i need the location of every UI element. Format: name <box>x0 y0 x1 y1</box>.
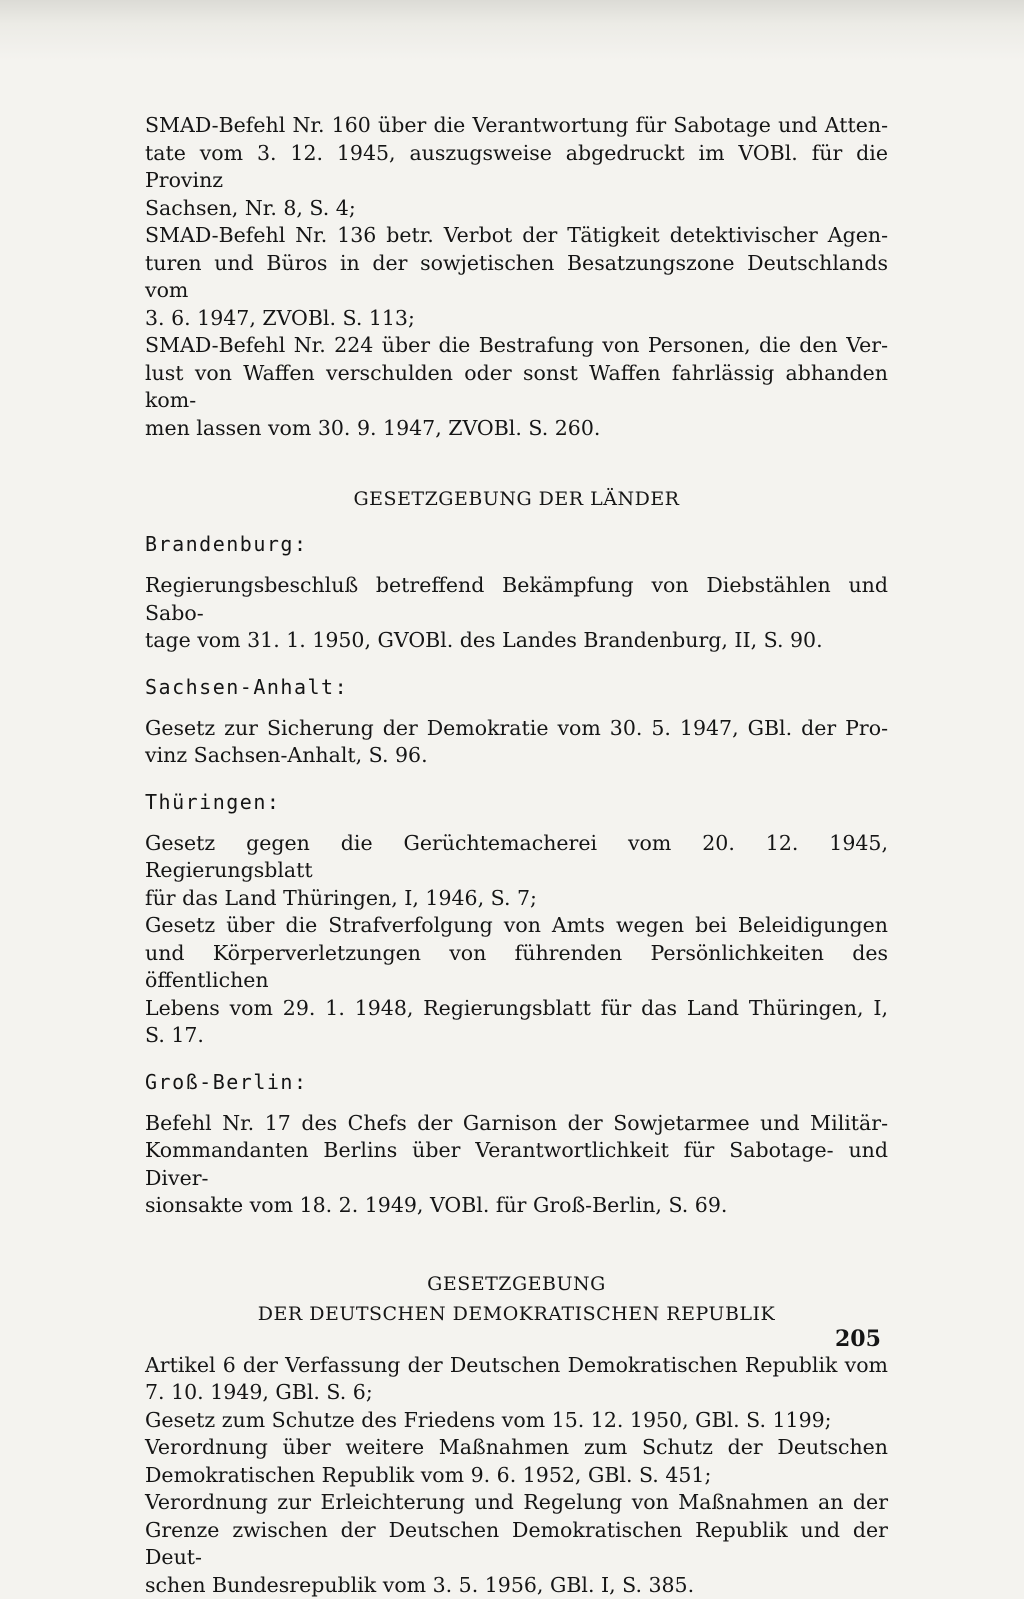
text-line: lust von Waffen verschulden oder sonst Waffen fahrlässig abhanden kom- <box>145 360 888 415</box>
thueringen-entry-2 <box>145 912 888 1050</box>
scan-edge-shadow <box>0 0 1024 60</box>
page-number: 205 <box>835 1326 881 1352</box>
text-line: Gesetz zum Schutze des Friedens vom 15. 12. 1950, GBl. S. 1199; <box>145 1407 888 1435</box>
ddr-entry-verordnung-1952 <box>145 1434 888 1489</box>
gross-berlin-entry <box>145 1110 888 1220</box>
text-line: Grenze zwischen der Deutschen Demokratischen Republik und der Deut- <box>145 1517 888 1572</box>
sachsen-anhalt-entry <box>145 715 888 770</box>
text-line: turen und Büros in der sowjetischen Besatzungszone Deutschlands vom <box>145 250 888 305</box>
text-line: 7. 10. 1949, GBl. S. 6; <box>145 1379 888 1407</box>
text-line: tage vom 31. 1. 1950, GVOBl. des Landes Brandenburg, II, S. 90. <box>145 627 888 655</box>
text-line: men lassen vom 30. 9. 1947, ZVOBl. S. 260. <box>145 415 888 443</box>
page-content <box>145 112 888 1599</box>
state-heading-gross-berlin: Groß-Berlin: <box>145 1068 888 1096</box>
text-line: Verordnung über weitere Maßnahmen zum Schutz der Deutschen <box>145 1434 888 1462</box>
smad-order-136 <box>145 222 888 332</box>
text-line: Demokratischen Republik vom 9. 6. 1952, GBl. S. 451; <box>145 1462 888 1490</box>
brandenburg-entry <box>145 572 888 655</box>
text-line: SMAD-Befehl Nr. 224 über die Bestrafung von Personen, die den Ver- <box>145 332 888 360</box>
text-line: 3. 6. 1947, ZVOBl. S. 113; <box>145 305 888 333</box>
text-line: S. 17. <box>145 1022 888 1050</box>
text-line: SMAD-Befehl Nr. 160 über die Verantwortung für Sabotage und Atten- <box>145 112 888 140</box>
ddr-entry-verfassung <box>145 1352 888 1407</box>
ddr-entry-friedensschutz <box>145 1407 888 1435</box>
state-heading-sachsen-anhalt: Sachsen-Anhalt: <box>145 673 888 701</box>
text-line: Artikel 6 der Verfassung der Deutschen Demokratischen Republik vom <box>145 1352 888 1380</box>
smad-order-224 <box>145 332 888 442</box>
text-line: Regierungsbeschluß betreffend Bekämpfung von Diebstählen und Sabo- <box>145 572 888 627</box>
text-line: vinz Sachsen-Anhalt, S. 96. <box>145 742 888 770</box>
text-line: und Körperverletzungen von führenden Persönlichkeiten des öffentlichen <box>145 940 888 995</box>
section-heading-ddr-line2: DER DEUTSCHEN DEMOKRATISCHEN REPUBLIK <box>145 1300 888 1328</box>
smad-order-160 <box>145 112 888 222</box>
state-heading-thueringen: Thüringen: <box>145 788 888 816</box>
section-heading-ddr-line1: GESETZGEBUNG <box>145 1270 888 1298</box>
state-heading-brandenburg: Brandenburg: <box>145 530 888 558</box>
text-line: SMAD-Befehl Nr. 136 betr. Verbot der Tätigkeit detektivischer Agen- <box>145 222 888 250</box>
ddr-entry-verordnung-1956 <box>145 1489 888 1599</box>
text-line: schen Bundesrepublik vom 3. 5. 1956, GBl. I, S. 385. <box>145 1572 888 1599</box>
thueringen-entry-1 <box>145 830 888 913</box>
text-line: sionsakte vom 18. 2. 1949, VOBl. für Groß-Berlin, S. 69. <box>145 1192 888 1220</box>
text-line: Befehl Nr. 17 des Chefs der Garnison der Sowjetarmee und Militär- <box>145 1110 888 1138</box>
text-line: Verordnung zur Erleichterung und Regelung von Maßnahmen an der <box>145 1489 888 1517</box>
text-line: Sachsen, Nr. 8, S. 4; <box>145 195 888 223</box>
text-line: Lebens vom 29. 1. 1948, Regierungsblatt für das Land Thüringen, I, <box>145 995 888 1023</box>
text-line: Gesetz über die Strafverfolgung von Amts wegen bei Beleidigungen <box>145 912 888 940</box>
text-line: Gesetz gegen die Gerüchtemacherei vom 20. 12. 1945, Regierungsblatt <box>145 830 888 885</box>
text-line: Gesetz zur Sicherung der Demokratie vom 30. 5. 1947, GBl. der Pro- <box>145 715 888 743</box>
text-line: für das Land Thüringen, I, 1946, S. 7; <box>145 885 888 913</box>
text-line: Kommandanten Berlins über Verantwortlichkeit für Sabotage- und Diver- <box>145 1137 888 1192</box>
section-heading-laender: GESETZGEBUNG DER LÄNDER <box>145 485 888 513</box>
text-line: tate vom 3. 12. 1945, auszugsweise abgedruckt im VOBl. für die Provinz <box>145 140 888 195</box>
